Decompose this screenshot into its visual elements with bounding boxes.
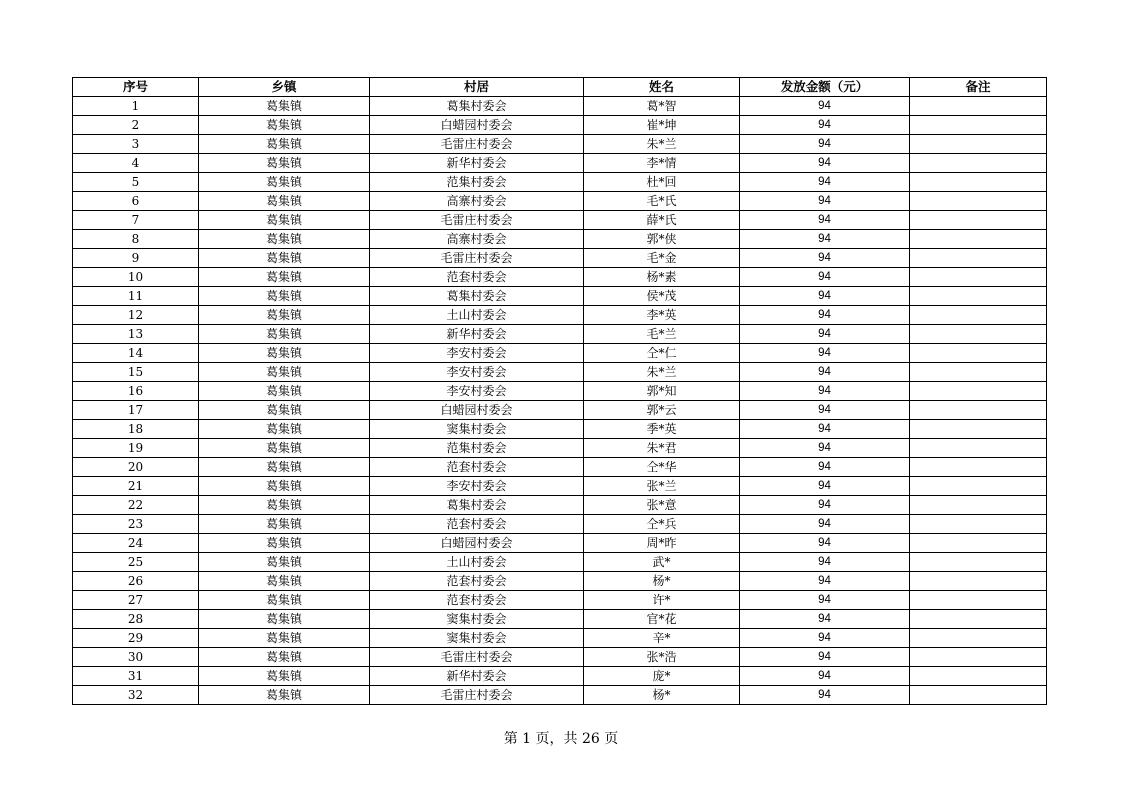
- cell-village: 窦集村委会: [370, 610, 584, 629]
- cell-village: 李安村委会: [370, 477, 584, 496]
- cell-index: 3: [73, 135, 199, 154]
- cell-amount: 94: [740, 553, 910, 572]
- cell-index: 20: [73, 458, 199, 477]
- cell-village: 毛雷庄村委会: [370, 648, 584, 667]
- cell-remarks: [910, 211, 1047, 230]
- cell-name: 武*: [584, 553, 740, 572]
- cell-name: 杨*: [584, 572, 740, 591]
- cell-village: 李安村委会: [370, 344, 584, 363]
- cell-index: 22: [73, 496, 199, 515]
- cell-village: 范套村委会: [370, 572, 584, 591]
- cell-amount: 94: [740, 325, 910, 344]
- cell-remarks: [910, 477, 1047, 496]
- cell-index: 14: [73, 344, 199, 363]
- cell-amount: 94: [740, 667, 910, 686]
- cell-index: 19: [73, 439, 199, 458]
- table-row: [73, 154, 1047, 173]
- cell-amount: 94: [740, 629, 910, 648]
- cell-index: 32: [73, 686, 199, 705]
- table-row: [73, 211, 1047, 230]
- cell-town: 葛集镇: [199, 268, 370, 287]
- cell-amount: 94: [740, 192, 910, 211]
- cell-village: 毛雷庄村委会: [370, 211, 584, 230]
- cell-amount: 94: [740, 534, 910, 553]
- table-body: [73, 97, 1047, 705]
- table-row: [73, 496, 1047, 515]
- cell-town: 葛集镇: [199, 154, 370, 173]
- cell-village: 毛雷庄村委会: [370, 249, 584, 268]
- cell-index: 30: [73, 648, 199, 667]
- cell-remarks: [910, 325, 1047, 344]
- table-row: [73, 116, 1047, 135]
- cell-index: 25: [73, 553, 199, 572]
- table-row: [73, 173, 1047, 192]
- cell-town: 葛集镇: [199, 458, 370, 477]
- cell-index: 28: [73, 610, 199, 629]
- cell-village: 葛集村委会: [370, 496, 584, 515]
- cell-name: 郭*知: [584, 382, 740, 401]
- table-row: [73, 629, 1047, 648]
- cell-town: 葛集镇: [199, 344, 370, 363]
- cell-remarks: [910, 610, 1047, 629]
- cell-village: 范集村委会: [370, 439, 584, 458]
- cell-town: 葛集镇: [199, 230, 370, 249]
- table-row: [73, 306, 1047, 325]
- header-index: 序号: [73, 78, 199, 97]
- cell-village: 土山村委会: [370, 553, 584, 572]
- table-row: [73, 249, 1047, 268]
- cell-remarks: [910, 439, 1047, 458]
- table-row: [73, 268, 1047, 287]
- cell-remarks: [910, 629, 1047, 648]
- cell-amount: 94: [740, 135, 910, 154]
- cell-name: 张*浩: [584, 648, 740, 667]
- cell-village: 葛集村委会: [370, 97, 584, 116]
- cell-name: 侯*茂: [584, 287, 740, 306]
- header-name: 姓名: [584, 78, 740, 97]
- cell-town: 葛集镇: [199, 667, 370, 686]
- header-town: 乡镇: [199, 78, 370, 97]
- cell-town: 葛集镇: [199, 686, 370, 705]
- cell-remarks: [910, 591, 1047, 610]
- cell-name: 辛*: [584, 629, 740, 648]
- cell-town: 葛集镇: [199, 135, 370, 154]
- table-row: [73, 135, 1047, 154]
- cell-index: 10: [73, 268, 199, 287]
- cell-town: 葛集镇: [199, 477, 370, 496]
- cell-remarks: [910, 553, 1047, 572]
- cell-amount: 94: [740, 420, 910, 439]
- cell-remarks: [910, 458, 1047, 477]
- table-row: [73, 382, 1047, 401]
- cell-village: 土山村委会: [370, 306, 584, 325]
- cell-name: 薛*氏: [584, 211, 740, 230]
- table-row: [73, 553, 1047, 572]
- cell-name: 季*英: [584, 420, 740, 439]
- cell-town: 葛集镇: [199, 363, 370, 382]
- cell-village: 李安村委会: [370, 363, 584, 382]
- cell-name: 崔*坤: [584, 116, 740, 135]
- cell-town: 葛集镇: [199, 515, 370, 534]
- cell-amount: 94: [740, 249, 910, 268]
- cell-town: 葛集镇: [199, 306, 370, 325]
- cell-remarks: [910, 572, 1047, 591]
- header-remarks: 备注: [910, 78, 1047, 97]
- distribution-sheet: [72, 77, 1046, 705]
- cell-remarks: [910, 230, 1047, 249]
- cell-amount: 94: [740, 610, 910, 629]
- cell-amount: 94: [740, 458, 910, 477]
- cell-name: 张*兰: [584, 477, 740, 496]
- cell-name: 毛*兰: [584, 325, 740, 344]
- cell-index: 27: [73, 591, 199, 610]
- cell-remarks: [910, 97, 1047, 116]
- table-row: [73, 534, 1047, 553]
- cell-remarks: [910, 363, 1047, 382]
- cell-village: 范套村委会: [370, 515, 584, 534]
- cell-index: 29: [73, 629, 199, 648]
- cell-remarks: [910, 401, 1047, 420]
- cell-name: 李*情: [584, 154, 740, 173]
- cell-amount: 94: [740, 211, 910, 230]
- cell-village: 高寨村委会: [370, 230, 584, 249]
- cell-amount: 94: [740, 287, 910, 306]
- cell-name: 周*昨: [584, 534, 740, 553]
- cell-village: 白蜡园村委会: [370, 401, 584, 420]
- cell-amount: 94: [740, 686, 910, 705]
- cell-name: 杨*: [584, 686, 740, 705]
- cell-town: 葛集镇: [199, 534, 370, 553]
- cell-amount: 94: [740, 648, 910, 667]
- cell-remarks: [910, 344, 1047, 363]
- cell-index: 15: [73, 363, 199, 382]
- cell-village: 毛雷庄村委会: [370, 686, 584, 705]
- table-row: [73, 591, 1047, 610]
- cell-index: 24: [73, 534, 199, 553]
- cell-village: 新华村委会: [370, 667, 584, 686]
- cell-remarks: [910, 249, 1047, 268]
- table-row: [73, 610, 1047, 629]
- cell-amount: 94: [740, 230, 910, 249]
- table-row: [73, 515, 1047, 534]
- cell-name: 郭*云: [584, 401, 740, 420]
- header-amount: 发放金额（元）: [740, 78, 910, 97]
- cell-town: 葛集镇: [199, 97, 370, 116]
- cell-name: 许*: [584, 591, 740, 610]
- cell-index: 13: [73, 325, 199, 344]
- cell-village: 范套村委会: [370, 591, 584, 610]
- cell-village: 范套村委会: [370, 268, 584, 287]
- cell-town: 葛集镇: [199, 610, 370, 629]
- cell-amount: 94: [740, 515, 910, 534]
- table-row: [73, 420, 1047, 439]
- cell-amount: 94: [740, 97, 910, 116]
- cell-remarks: [910, 268, 1047, 287]
- page-footer: 第 1 页，共 26 页: [503, 731, 619, 747]
- cell-index: 9: [73, 249, 199, 268]
- table-row: [73, 439, 1047, 458]
- cell-town: 葛集镇: [199, 325, 370, 344]
- cell-index: 26: [73, 572, 199, 591]
- table-row: [73, 97, 1047, 116]
- cell-name: 庞*: [584, 667, 740, 686]
- cell-remarks: [910, 154, 1047, 173]
- cell-remarks: [910, 306, 1047, 325]
- cell-town: 葛集镇: [199, 439, 370, 458]
- table-row: [73, 192, 1047, 211]
- cell-town: 葛集镇: [199, 629, 370, 648]
- cell-index: 5: [73, 173, 199, 192]
- cell-village: 新华村委会: [370, 325, 584, 344]
- cell-amount: 94: [740, 173, 910, 192]
- cell-remarks: [910, 686, 1047, 705]
- cell-village: 范套村委会: [370, 458, 584, 477]
- table-row: [73, 572, 1047, 591]
- cell-name: 李*英: [584, 306, 740, 325]
- cell-name: 杜*回: [584, 173, 740, 192]
- cell-index: 12: [73, 306, 199, 325]
- cell-amount: 94: [740, 401, 910, 420]
- cell-name: 朱*兰: [584, 135, 740, 154]
- cell-remarks: [910, 135, 1047, 154]
- cell-name: 官*花: [584, 610, 740, 629]
- cell-index: 4: [73, 154, 199, 173]
- distribution-table: [72, 77, 1047, 705]
- cell-town: 葛集镇: [199, 287, 370, 306]
- cell-index: 23: [73, 515, 199, 534]
- table-row: [73, 648, 1047, 667]
- cell-name: 张*意: [584, 496, 740, 515]
- cell-index: 1: [73, 97, 199, 116]
- table-row: [73, 230, 1047, 249]
- cell-name: 仝*兵: [584, 515, 740, 534]
- cell-name: 仝*仁: [584, 344, 740, 363]
- cell-village: 窦集村委会: [370, 420, 584, 439]
- cell-amount: 94: [740, 572, 910, 591]
- cell-remarks: [910, 382, 1047, 401]
- cell-index: 7: [73, 211, 199, 230]
- cell-town: 葛集镇: [199, 420, 370, 439]
- cell-town: 葛集镇: [199, 116, 370, 135]
- cell-name: 杨*素: [584, 268, 740, 287]
- cell-index: 8: [73, 230, 199, 249]
- cell-amount: 94: [740, 306, 910, 325]
- cell-town: 葛集镇: [199, 496, 370, 515]
- table-row: [73, 477, 1047, 496]
- cell-village: 范集村委会: [370, 173, 584, 192]
- table-row: [73, 363, 1047, 382]
- cell-remarks: [910, 192, 1047, 211]
- cell-amount: 94: [740, 363, 910, 382]
- cell-village: 李安村委会: [370, 382, 584, 401]
- header-village: 村居: [370, 78, 584, 97]
- cell-town: 葛集镇: [199, 192, 370, 211]
- cell-amount: 94: [740, 439, 910, 458]
- table-row: [73, 344, 1047, 363]
- cell-amount: 94: [740, 477, 910, 496]
- cell-village: 高寨村委会: [370, 192, 584, 211]
- table-row: [73, 401, 1047, 420]
- cell-amount: 94: [740, 382, 910, 401]
- cell-village: 葛集村委会: [370, 287, 584, 306]
- cell-index: 6: [73, 192, 199, 211]
- cell-index: 18: [73, 420, 199, 439]
- table-row: [73, 287, 1047, 306]
- table-row: [73, 325, 1047, 344]
- cell-town: 葛集镇: [199, 572, 370, 591]
- cell-village: 白蜡园村委会: [370, 534, 584, 553]
- cell-amount: 94: [740, 268, 910, 287]
- cell-index: 2: [73, 116, 199, 135]
- table-row: [73, 686, 1047, 705]
- cell-name: 郭*侠: [584, 230, 740, 249]
- cell-remarks: [910, 420, 1047, 439]
- cell-town: 葛集镇: [199, 211, 370, 230]
- cell-village: 毛雷庄村委会: [370, 135, 584, 154]
- cell-name: 毛*氏: [584, 192, 740, 211]
- cell-town: 葛集镇: [199, 401, 370, 420]
- table-row: [73, 458, 1047, 477]
- cell-village: 白蜡园村委会: [370, 116, 584, 135]
- cell-name: 葛*智: [584, 97, 740, 116]
- cell-name: 朱*君: [584, 439, 740, 458]
- cell-remarks: [910, 515, 1047, 534]
- cell-town: 葛集镇: [199, 553, 370, 572]
- cell-name: 毛*金: [584, 249, 740, 268]
- cell-town: 葛集镇: [199, 382, 370, 401]
- cell-town: 葛集镇: [199, 173, 370, 192]
- cell-index: 16: [73, 382, 199, 401]
- cell-index: 21: [73, 477, 199, 496]
- cell-remarks: [910, 667, 1047, 686]
- cell-remarks: [910, 287, 1047, 306]
- cell-remarks: [910, 496, 1047, 515]
- cell-amount: 94: [740, 116, 910, 135]
- cell-village: 窦集村委会: [370, 629, 584, 648]
- cell-town: 葛集镇: [199, 249, 370, 268]
- header-row: [73, 78, 1047, 97]
- cell-index: 31: [73, 667, 199, 686]
- cell-remarks: [910, 648, 1047, 667]
- table-header: [73, 78, 1047, 97]
- cell-remarks: [910, 116, 1047, 135]
- cell-index: 11: [73, 287, 199, 306]
- cell-town: 葛集镇: [199, 591, 370, 610]
- cell-remarks: [910, 173, 1047, 192]
- table-row: [73, 667, 1047, 686]
- cell-name: 朱*兰: [584, 363, 740, 382]
- cell-amount: 94: [740, 591, 910, 610]
- cell-amount: 94: [740, 344, 910, 363]
- cell-remarks: [910, 534, 1047, 553]
- cell-name: 仝*华: [584, 458, 740, 477]
- cell-town: 葛集镇: [199, 648, 370, 667]
- cell-amount: 94: [740, 154, 910, 173]
- cell-amount: 94: [740, 496, 910, 515]
- cell-index: 17: [73, 401, 199, 420]
- cell-village: 新华村委会: [370, 154, 584, 173]
